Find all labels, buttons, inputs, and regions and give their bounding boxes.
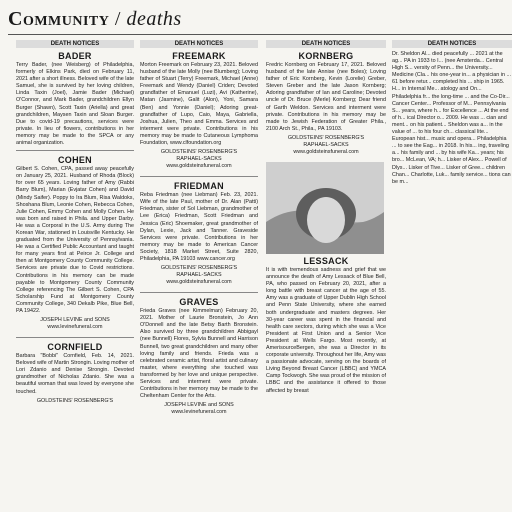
funeral-home-url: www.levinefuneral.com: [171, 409, 227, 416]
funeral-home-name: GOLDSTEINS' ROSENBERG'S: [287, 134, 365, 141]
obit-name-kornberg: KORNBERG: [298, 51, 354, 61]
divider: [16, 337, 134, 338]
obit-name-cohen: COHEN: [57, 155, 92, 166]
funeral-home-url: www.levinefuneral.com: [47, 324, 103, 331]
funeral-home-name: JOSEPH LEVINE and SONS: [40, 317, 110, 324]
obit-text-lessack: It is with tremendous sadness and grief that we announce the death of Amy Lessack of Blue Bell, PA, who passed on February 20, 2021, after a long battle with breast cancer at the age of 55. Amy was a graduate of Upper Dublin High School and Penn State University, where she earned both undergraduate and masters degrees. Her 30-year career was spent in the financial and health care sectors, during which she was a Vice President at First Union and a Senior Vice President at Wells Fargo. Most recently, at AmerisourceBergen, she was a Director in its corporate university. Throughout her life, Amy was a passionate advocate, serving on the boards of Living Beyond Breast Cancer (LBBC) and YMCA Camp Tockwogh. She was proud of the mission of LBBC and the assistance it offered to those affected by breast: [266, 266, 386, 394]
funeral-home-kornberg: [266, 135, 386, 156]
obit-text-friedman: Reba Friedman (nee Liebman) Feb. 23, 2021. Wife of the late Paul, mother of Dr. Alan (Patti) Friedman, sister of Sol Liebman, grandmother of Lee (Erica) Friedman, Scott Friedman and Jessica (Eric) Shoemaker, great grandmother of Dylan, Lexie, Jack and Tanner. Graveside Services were private. Contributions in her memory may be made to American Cancer Society, 1818 Market Street, Suite 2820, Philadelphia, PA 19103 www.cancer.org: [140, 192, 258, 262]
portrait-photo: [266, 162, 384, 254]
obit-text-kornberg: Fredric Kornberg on February 17, 2021. Beloved husband of the late Annise (nee Boles); Loving father of Eric Kornberg, Kevin (Lorelie) Greber, Steven Greber and the late Jason Kornberg; Adoring grandfather of Ian and Caroline; Devoted uncle of Dr. Bruce (Merle) Kornberg; Dear friend of Garth Weldon. Services and interment were private. Contributions in his memory may be made to Jewish Federation of Greater Phila., 2100 Arch St., Phila., PA 19103.: [266, 62, 386, 132]
column-4: [392, 40, 512, 512]
funeral-home-name: GOLDSTEINS' ROSENBERG'S: [36, 397, 114, 404]
divider: [16, 150, 134, 151]
funeral-home-name-2: RAPHAEL-SACKS: [176, 156, 222, 163]
funeral-home-cornfield: [16, 398, 134, 405]
column-3: [266, 40, 386, 512]
obit-name-cornfield: CORNFIELD: [47, 342, 103, 353]
title-slash: /: [109, 8, 127, 30]
funeral-home-name: GOLDSTEINS' ROSENBERG'S: [160, 265, 238, 272]
portrait-illustration: [266, 162, 384, 254]
obit-text-truncated: Dr. Sheldon Al... died peacefully ... 2021 at the ag... PA in 1933 to I... (nee Amsterda... Central High S... versity of Penn... the University... Medicine (Cla... his one-year in... a physician in ... 61 before retur... completed his ... ship in 1965. H... in Internal Me... atology and On... Philadelphia fr... the long-time ... and the Co-Dir... Cancer Center... Professor of M... Pennsylvania S... years, where h... for Excellence ... At the end of h... ical Director o... 2009. He was ... cian and ment... on his patient... Sheldon was a... in the value of ... to his four ch... classical lite... European hist... music and opera... Philadelphia ... to see the Eag... in 2018. In his... ing, traveling a... his family and ... by his wife Ka... years; his bro... McLean, VA; h... Lisker of Alex... Powell of Dlys... Lisker of Tive... Lisker of Gree... children Chan... Charlotte, Luk... family service... tions can be m...: [392, 51, 511, 185]
section-title: [8, 4, 508, 34]
funeral-home-name-2: RAPHAEL-SACKS: [176, 272, 222, 279]
obit-text-cohen: Gilbert S. Cohen, CPA, passed away peacefully on January 25, 2021. Husband of Rhoda (Block) for over 65 years. Loving father of Amy (Rabbi Barry Blum), Marian (Evjatar Cohen) and David (Mindy Saifer). Poppy to Ira Blum, Risa Waldoks, Shoshana Blum, Leonie Cohen, Rebecca Cohen, Julie Cohen, Emmy Cohen and Molly Cohen. He was born and raised in Phila. and Upper Darby. He was a Corporal in the U.S. Army during The Korean War, stationed in Louisville Kentucky. He graduated from the University of Pennsylvania. He was a Certified Public Accountant and taught for many years first at Peirce Jr. College and then at Montgomery County Community College. Services are private due to Covid restrictions. Contributions in his memory can be made payable to Montgomery County Community College referencing The Gilbert S. Cohen, CPA Scholarship Fund at Montgomery County Community College, 340 Dekalb Pike, Blue Bell, PA 19422.: [16, 166, 134, 314]
page-header: [8, 4, 508, 34]
funeral-home-url: www.goldsteinsfuneral.com: [166, 279, 232, 286]
divider: [140, 292, 258, 293]
title-italic: deaths: [126, 8, 182, 30]
death-notices-label: DEATH NOTICES: [140, 40, 258, 48]
funeral-home-url: www.goldsteinsfuneral.com: [293, 148, 359, 155]
obit-name-lessack: LESSACK: [303, 255, 349, 266]
obit-name-friedman: FRIEDMAN: [174, 181, 224, 192]
death-notices-label: DEATH NOTICES: [266, 40, 386, 48]
column-1: [16, 40, 134, 512]
funeral-home-name-2: RAPHAEL-SACKS: [303, 141, 349, 148]
obit-text-graves: Frieda Graves (nee Kimmelman) February 20, 2021. Mother of Laurie Bronstein, Jo Ann O'Donnell and the late Betsy Barth Bronstein. Also survived by three grandchildren Abbigayl (nee Bunnell) Flores, Sylvia Bunnell and Harrison Bunnell, two great grandchildren and many other loving family and friends. Frieda was a celebrated ceramic artist, floral artist and culinary master, where everything she touched was transformed by her love and unique perspective. Services and interment were private. Contributions in her memory may be made to the Cheltenham Center for the Arts.: [140, 308, 258, 400]
header-rule: [8, 34, 512, 35]
funeral-home-url: www.goldsteinsfuneral.com: [166, 163, 232, 170]
funeral-home-freemark: [140, 149, 258, 170]
obit-name-freemark: FREEMARK: [172, 51, 226, 61]
column-2: [140, 40, 258, 512]
funeral-home-graves: [140, 402, 258, 416]
title-main: Community: [8, 8, 110, 30]
death-notices-label: DEATH NOTICES: [392, 40, 512, 48]
death-notices-label: DEATH NOTICES: [16, 40, 134, 48]
obit-text-cornfield: Barbara "Bobbi" Cornfield, Feb. 14, 2021. Beloved wife of Martin Strongin. Loving mother of Lori Zdanio and Denise Strongin. Devoted grandmother of Nicholas Zdanio. She was a beautiful woman that was loved by everyone she touched.: [16, 353, 134, 395]
funeral-home-name: GOLDSTEINS' ROSENBERG'S: [160, 149, 238, 156]
obit-text-freemark: Morton Freemark on February 23, 2021. Beloved husband of the late Molly (nee Blumberg); Loving father of Stuart (Terry) Freemark, Michael (Anne) Freemark and Wendy (Daniel) Criden; Devoted grandfather of Emanuel (Luzi), Avi (Katherine), Matan (Jasmine), Galit (Alon), Yoni, Samara (Ben) and Yonnie (Daniel); Adoring great-grandfather of Lupo, Caio, Maya, Gabriella, Joshua, Julien, Theo and Emma. Services and interment were private. Contributions in his memory may be made to Cutaneous Lymphoma Foundation, www.clfoundation.org: [140, 62, 258, 147]
obit-text-bader: Terry Bader, (nee Weisberg) of Philadelphia, formerly of Elkins Park, died on February 11, 2021 after a short illness. Beloved wife of the late Samuel, she is survived by her loving children, Linda Taxin (Joel), Jamie Bader (Michael) O'Connor, and Mark Bader, grandchildren Ellyn Burger (Shawn), Scott Taxin (Ariella) and great grandchildren, Maysen Taxin and Sloan Burger. Due to covid-19 precautions, services were private. In lieu of flowers, contributions in her memory may be made to the SPCA or any animal organization.: [16, 62, 134, 147]
obit-name-graves: GRAVES: [179, 297, 219, 308]
obit-name-bader: BADER: [58, 51, 92, 61]
divider: [140, 176, 258, 177]
funeral-home-cohen: [16, 317, 134, 331]
funeral-home-name: JOSEPH LEVINE and SONS: [164, 402, 234, 409]
funeral-home-friedman: [140, 265, 258, 286]
